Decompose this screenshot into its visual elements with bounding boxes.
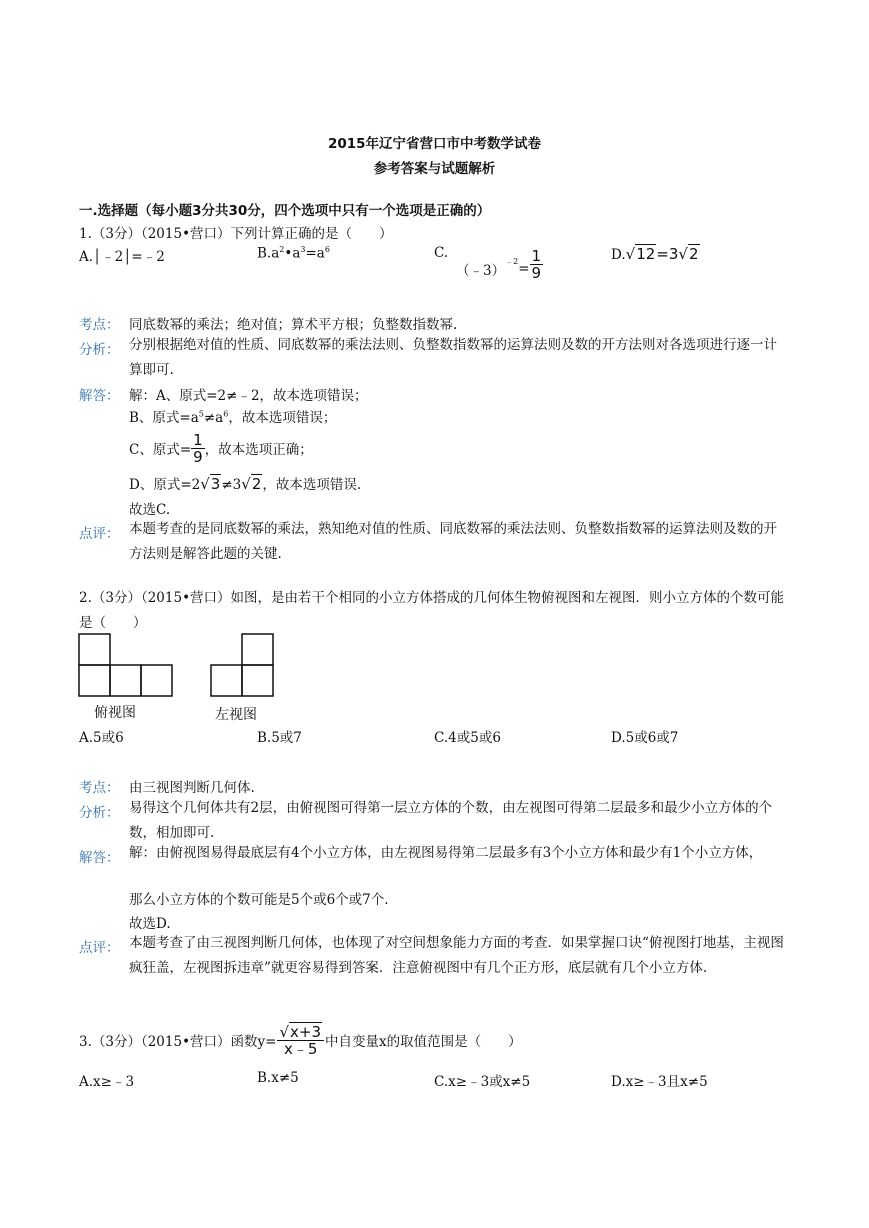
q3-option-c: C.x≥﹣3或x≠5 [434,1074,531,1090]
q1-option-d: D.√12=3√2 [611,245,699,263]
q2-fenxi-label: 分析： [79,805,120,821]
q1-fenxi-text: 分别根据绝对值的性质、同底数幂的乘法法则、负整数指数幂的运算法则及数的开方法则对各选项进行逐一计算即可. [129,337,777,378]
document-title: 2015年辽宁省营口市中考数学试卷 [327,136,542,152]
q2-jieda-line1: 解：由俯视图易得最底层有4个小立方体，由左视图易得第二层最多有3个小立方体和最少有1个小立方体， [129,845,763,861]
q2-left-view-figure [210,633,274,697]
q1-option-b: $B.a^2•a^3=a^6$ [257,245,330,262]
q3-stem: 3.（3分）（2015•营口）函数y= $\frac{√x+3}{x﹣5}$ 中自变量x的取值范围是（ ） [79,1022,522,1058]
q2-option-a: A.5或6 [79,730,124,746]
q3-option-d: D.x≥﹣3且x≠5 [611,1074,708,1090]
q1-option-c-expr: （﹣3） $^{﹣2}$ = $\frac{1}{9}$ [456,246,542,282]
q3-option-b: B.x≠5 [257,1070,299,1086]
section-heading: 一.选择题（每小题3分共30分，四个选项中只有一个选项是正确的） [79,203,491,219]
q1-jieda-line3: C、原式= $\frac{1}{9}$ ，故本选项正确； [129,430,313,466]
document-subtitle: 参考答案与试题解析 [373,161,496,177]
q2-dianping-text: 本题考查了由三视图判断几何体，也体现了对空间想象能力方面的考查．如果掌握口诀“俯视图打地基，主视图疯狂盖，左视图拆违章”就更容易得到答案．注意俯视图中有几个正方形，底层就有几个小立方体. [129,935,784,976]
q2-jieda-line3: 故选D. [129,916,171,932]
q2-jieda-line2: 那么小立方体的个数可能是5个或6个或7个. [129,892,389,908]
q1-kaodian-text: 同底数幂的乘法；绝对值；算术平方根；负整数指数幂. [129,317,458,333]
q1-dianping-text: 本题考查的是同底数幂的乘法，熟知绝对值的性质、同底数幂的乘法法则、负整数指数幂的运算法则及数的开方法则是解答此题的关键. [129,521,777,562]
q1-option-a: A.│﹣2│=﹣2 [79,249,165,265]
q1-jieda-line2: B、原式$=a^5\ne a^6$，故本选项错误； [129,409,337,426]
q1-fenxi-label: 分析： [79,342,120,358]
q1-option-c-label: C. [434,245,449,261]
q2-kaodian-label: 考点： [79,780,120,796]
q2-option-d: D.5或6或7 [611,730,679,746]
q2-kaodian-text: 由三视图判断几何体. [129,780,255,796]
q2-dianping-label: 点评： [79,940,120,956]
q2-left-view-caption: 左视图 [215,707,257,723]
q1-jieda-line5: 故选C. [129,502,171,518]
q2-top-view-caption: 俯视图 [94,705,136,721]
q1-dianping-label: 点评： [79,526,120,542]
q1-jieda-line4: D、原式=2√3≠3√2，故本选项错误. [129,475,362,493]
q2-option-c: C.4或5或6 [434,730,501,746]
q1-stem: 1.（3分）（2015•营口）下列计算正确的是（ ） [79,226,393,242]
q2-option-b: B.5或7 [257,730,302,746]
q2-stem: 2.（3分）（2015•营口）如图，是由若干个相同的小立方体搭成的几何体生物俯视图和左视图．则小立方体的个数可能是（ ） [79,590,785,631]
q2-jieda-label: 解答： [79,850,120,866]
q3-option-a: A.x≥﹣3 [79,1074,135,1090]
q1-jieda-label: 解答： [79,388,120,404]
q1-kaodian-label: 考点： [79,317,120,333]
q2-top-view-figure [78,633,174,697]
q1-jieda-line1: 解：A、原式=2≠﹣2，故本选项错误； [129,388,368,404]
q2-fenxi-text: 易得这个几何体共有2层，由俯视图可得第一层立方体的个数，由左视图可得第二层最多和最少小立方体的个数，相加即可. [129,800,773,841]
